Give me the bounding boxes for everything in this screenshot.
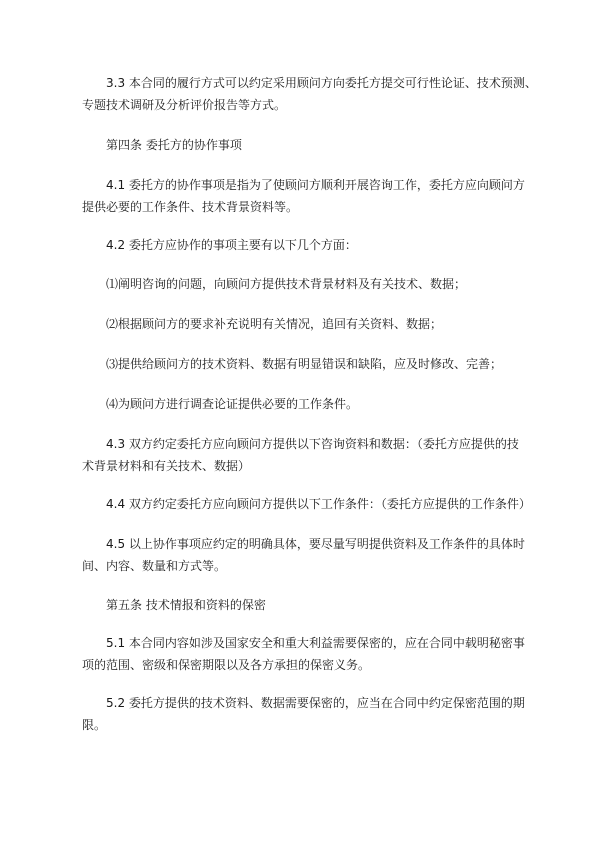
text-line: ⑶提供给顾问方的技术资料、数据有明显错误和缺陷，应及时修改、完善； xyxy=(106,357,503,371)
article-4-heading xyxy=(82,134,522,156)
text-line: 4.5 以上协作事项应约定的明确具体，要尽量写明提供资料及工作条件的具体时 xyxy=(106,537,525,551)
text-line: 5.1 本合同内容如涉及国家安全和重大利益需要保密的，应在合同中载明秘密事 xyxy=(106,636,525,650)
paragraph-5-1 xyxy=(82,632,525,676)
paragraph-5-2 xyxy=(82,692,525,736)
text-line: 4.2 委托方应协作的事项主要有以下几个方面： xyxy=(106,238,357,252)
text-line: 术背景材料和有关技术、数据） xyxy=(82,459,251,473)
text-line: 4.3 双方约定委托方应向顾问方提供以下咨询资料和数据：（委托方应提供的技 xyxy=(106,437,519,451)
text-line: 4.1 委托方的协作事项是指为了使顾问方顺利开展咨询工作，委托方应向顾问方 xyxy=(106,178,525,192)
list-item-3 xyxy=(82,353,522,375)
text-line: ⑵根据顾问方的要求补充说明有关情况，追回有关资料、数据； xyxy=(106,317,443,331)
paragraph-3-3 xyxy=(82,72,537,116)
paragraph-4-4 xyxy=(82,493,531,515)
text-line: 限。 xyxy=(82,718,107,732)
text-line: 4.4 双方约定委托方应向顾问方提供以下工作条件：（委托方应提供的工作条件） xyxy=(106,497,531,511)
text-line: 第四条 委托方的协作事项 xyxy=(106,138,242,152)
text-line: ⑷为顾问方进行调查论证提供必要的工作条件。 xyxy=(106,397,359,411)
text-line: 5.2 委托方提供的技术资料、数据需要保密的，应当在合同中约定保密范围的期 xyxy=(106,696,525,710)
list-item-4 xyxy=(82,393,522,415)
paragraph-4-5 xyxy=(82,533,525,577)
text-line: 项的范围、密级和保密期限以及各方承担的保密义务。 xyxy=(82,658,371,672)
text-line: ⑴阐明咨询的问题，向顾问方提供技术背景材料及有关技术、数据； xyxy=(106,277,467,291)
list-item-2 xyxy=(82,313,522,335)
text-line: 提供必要的工作条件、技术背景资料等。 xyxy=(82,200,299,214)
paragraph-4-2 xyxy=(82,234,522,256)
text-line: 第五条 技术情报和资料的保密 xyxy=(106,598,266,612)
text-line: 3.3 本合同的履行方式可以约定采用顾问方向委托方提交可行性论证、技术预测、 xyxy=(106,76,537,90)
paragraph-4-1 xyxy=(82,174,525,218)
list-item-1 xyxy=(82,273,522,295)
text-line: 专题技术调研及分析评价报告等方式。 xyxy=(82,98,287,112)
text-line: 间、内容、数量和方式等。 xyxy=(82,559,227,573)
paragraph-4-3 xyxy=(82,433,522,477)
article-5-heading xyxy=(82,594,522,616)
